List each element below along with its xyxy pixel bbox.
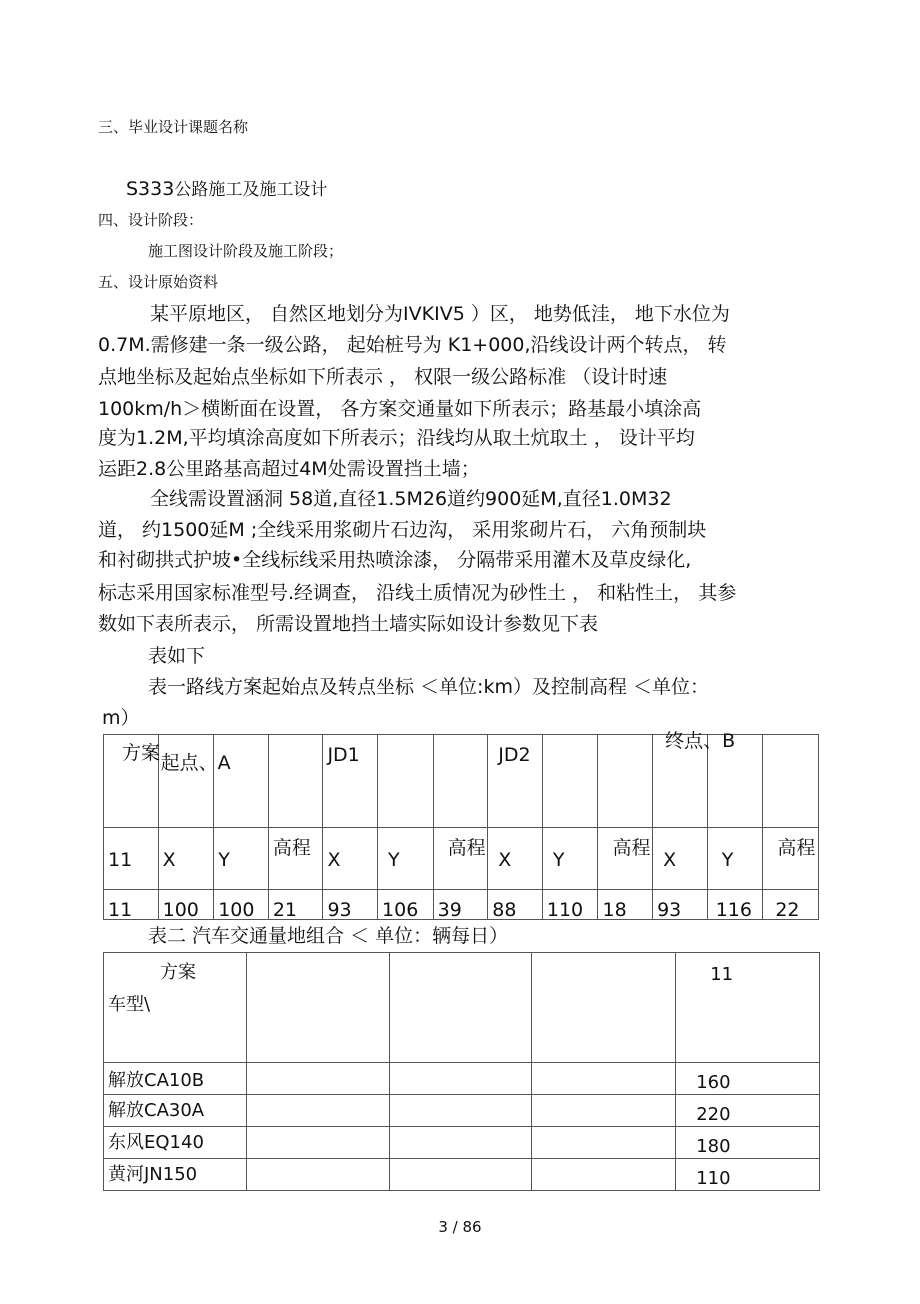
- cell-text: 18: [602, 899, 627, 921]
- table-cell: [707, 828, 763, 890]
- table-cell: [104, 735, 159, 828]
- table-cell: [488, 735, 543, 828]
- table-cell: [389, 1095, 532, 1127]
- table-cell: [653, 828, 708, 890]
- table-cell: [246, 1159, 389, 1191]
- vehicle-type: 解放CA30A: [108, 1100, 205, 1121]
- table-cell: [433, 735, 488, 828]
- header-cell-text: 起点、A: [160, 752, 231, 774]
- cell-text: 高程: [777, 837, 816, 859]
- header-cell-text: 方案: [122, 742, 161, 764]
- cell-text: 21: [272, 899, 298, 921]
- table-cell: [676, 1159, 820, 1191]
- cell-text: 88: [492, 899, 517, 921]
- table-cell: [433, 890, 488, 920]
- table-cell: [104, 1095, 247, 1127]
- cell-text: 93: [657, 899, 682, 921]
- table-cell: [246, 953, 389, 1063]
- scheme-number: 11: [710, 964, 734, 985]
- table-cell: [389, 1127, 532, 1159]
- table-row: [104, 1095, 820, 1127]
- table-row: [104, 953, 820, 1063]
- section-heading-4: 四、设计阶段：: [98, 211, 204, 229]
- table-cell: [104, 890, 159, 920]
- corner-bottom-text: 车型\: [108, 994, 151, 1015]
- table-row: [104, 735, 819, 828]
- table-cell: [488, 828, 543, 890]
- table-cell: [433, 828, 488, 890]
- topic-suffix: 公路施工及施工设计: [174, 180, 328, 200]
- table-cell: [763, 890, 819, 920]
- table-traffic-volume: [103, 952, 820, 1191]
- table-cell: [323, 828, 378, 890]
- table-cell: [104, 1063, 247, 1095]
- para2-line-5: 数如下表所表示， 所需设置地挡土墙实际如设计参数见下表: [98, 613, 599, 635]
- table-cell: [707, 735, 763, 828]
- cell-text: 93: [327, 899, 352, 921]
- table-cell: [532, 1095, 676, 1127]
- page-number: 3 / 86: [438, 1218, 482, 1236]
- cell-text: 22: [775, 899, 800, 921]
- table-cell: [246, 1095, 389, 1127]
- table-cell: [532, 953, 676, 1063]
- table-cell: [104, 828, 159, 890]
- cell-text: 110: [546, 899, 584, 921]
- vehicle-type: 东风EQ140: [108, 1132, 204, 1153]
- para3: 表如下: [148, 645, 206, 667]
- traffic-value: 110: [696, 1168, 731, 1189]
- table-cell: [676, 953, 820, 1063]
- table2-caption: 表二 汽车交通量地组合 ＜ 单位：辆每日）: [148, 925, 509, 947]
- design-stage: 施工图设计阶段及施工阶段；: [148, 242, 344, 260]
- cell-text: Y: [721, 849, 734, 871]
- cell-text: 高程: [612, 837, 651, 859]
- table-cell: [246, 1127, 389, 1159]
- table-cell: [763, 735, 819, 828]
- table-cell: [104, 1159, 247, 1191]
- table-corner-cell: [104, 953, 247, 1063]
- table-cell: [598, 890, 653, 920]
- table-row: [104, 890, 819, 920]
- table-cell: [676, 1095, 820, 1127]
- table-cell: [378, 735, 434, 828]
- cell-text: 116: [715, 899, 752, 921]
- table-cell: [763, 828, 819, 890]
- cell-text: 11: [108, 849, 133, 871]
- table-row: [104, 1159, 820, 1191]
- para1-line-6: 运距2.8公里路基高超过4M处需设置挡土墙；: [98, 458, 480, 480]
- vehicle-type: 解放CA10B: [108, 1070, 205, 1091]
- table-cell: [268, 890, 323, 920]
- corner-top-text: 方案: [160, 962, 196, 983]
- para2-line-4: 标志采用国家标准型号.经调查， 沿线土质情况为砂性土 ， 和粘性土， 其参: [98, 582, 737, 604]
- table-cell: [542, 890, 598, 920]
- table-cell: [542, 828, 598, 890]
- cell-text: X: [327, 849, 341, 871]
- table-cell: [378, 890, 434, 920]
- table-cell: [323, 890, 378, 920]
- header-cell-text: JD2: [498, 744, 531, 766]
- section-heading-3: 三、毕业设计课题名称: [98, 118, 249, 136]
- para2-line-2: 道， 约1500延M ;全线采用浆砌片石边沟， 采用浆砌片石， 六角预制块: [98, 519, 707, 541]
- cell-text: X: [663, 849, 677, 871]
- table-row: [104, 828, 819, 890]
- table-cell: [532, 1063, 676, 1095]
- cell-text: 100: [218, 899, 255, 921]
- table-cell: [214, 828, 269, 890]
- table-cell: [158, 735, 231, 828]
- traffic-value: 160: [696, 1072, 731, 1093]
- table-cell: [214, 735, 269, 828]
- vehicle-type: 黄河JN150: [108, 1164, 198, 1185]
- cell-text: Y: [552, 849, 565, 871]
- table-cell: [378, 828, 434, 890]
- table1-caption-line-1: 表一路线方案起始点及转点坐标 ＜单位:km）及控制高程 ＜单位：: [148, 676, 709, 698]
- table-cell: [268, 735, 323, 828]
- topic-prefix: S333: [126, 178, 175, 200]
- table1-caption-line-2: m）: [102, 707, 140, 729]
- para2-line-1: 全线需设置涵洞 58道,直径1.5M26道约900延M,直径1.0M32: [150, 488, 672, 510]
- table-cell: [542, 735, 598, 828]
- traffic-value: 220: [696, 1104, 731, 1125]
- cell-text: 高程: [447, 837, 486, 859]
- table-cell: [268, 828, 323, 890]
- cell-text: 39: [437, 899, 462, 921]
- topic-title: [126, 180, 327, 199]
- table-cell: [389, 1063, 532, 1095]
- traffic-value: 180: [696, 1136, 731, 1157]
- table-row: [104, 1063, 820, 1095]
- table-route-coordinates: [103, 730, 819, 921]
- cell-text: Y: [218, 849, 230, 871]
- para1-line-3: 点地坐标及起始点坐标如下所表示 ， 权限一级公路标准 （设计时速: [98, 366, 668, 388]
- table-cell: [488, 890, 543, 920]
- table-cell: [104, 1127, 247, 1159]
- table-row: [104, 1127, 820, 1159]
- para1-line-1: 某平原地区， 自然区地划分为IVKIV5 ）区， 地势低洼， 地下水位为: [150, 303, 730, 325]
- table-cell: [653, 730, 736, 828]
- cell-text: X: [498, 849, 512, 871]
- table-cell: [676, 1127, 820, 1159]
- table-cell: [653, 890, 708, 920]
- section-heading-5: 五、设计原始资料: [98, 273, 219, 291]
- table-cell: [389, 953, 532, 1063]
- table-cell: [598, 735, 653, 828]
- cell-text: 100: [162, 899, 199, 921]
- table-cell: [532, 1159, 676, 1191]
- table-cell: [323, 735, 378, 828]
- table-cell: [598, 828, 653, 890]
- table-cell: [707, 890, 763, 920]
- para1-line-5: 度为1.2M,平均填涂高度如下所表示；沿线均从取土炕取土 ， 设计平均: [98, 427, 695, 449]
- cell-text: 106: [382, 899, 419, 921]
- table-cell: [158, 890, 214, 920]
- table-cell: [389, 1159, 532, 1191]
- cell-text: Y: [388, 849, 400, 871]
- cell-text: 高程: [272, 837, 311, 859]
- header-cell-text: 终点、B: [665, 730, 736, 752]
- table-cell: [676, 1063, 820, 1095]
- cell-text: X: [162, 849, 176, 871]
- cell-text: 11: [108, 899, 133, 921]
- table-cell: [158, 828, 214, 890]
- para2-line-3: 和衬砌拱式护坡•全线标线采用热喷涂漆， 分隔带采用灌木及草皮绿化,: [98, 549, 692, 571]
- table-cell: [532, 1127, 676, 1159]
- header-cell-text: JD1: [327, 744, 360, 766]
- table-cell: [214, 890, 269, 920]
- table-cell: [246, 1063, 389, 1095]
- para1-line-2: 0.7M.需修建一条一级公路， 起始桩号为 K1+000,沿线设计两个转点， 转: [98, 334, 727, 356]
- para1-line-4: 100km/h＞横断面在设置， 各方案交通量如下所表示；路基最小填涂高: [98, 398, 702, 420]
